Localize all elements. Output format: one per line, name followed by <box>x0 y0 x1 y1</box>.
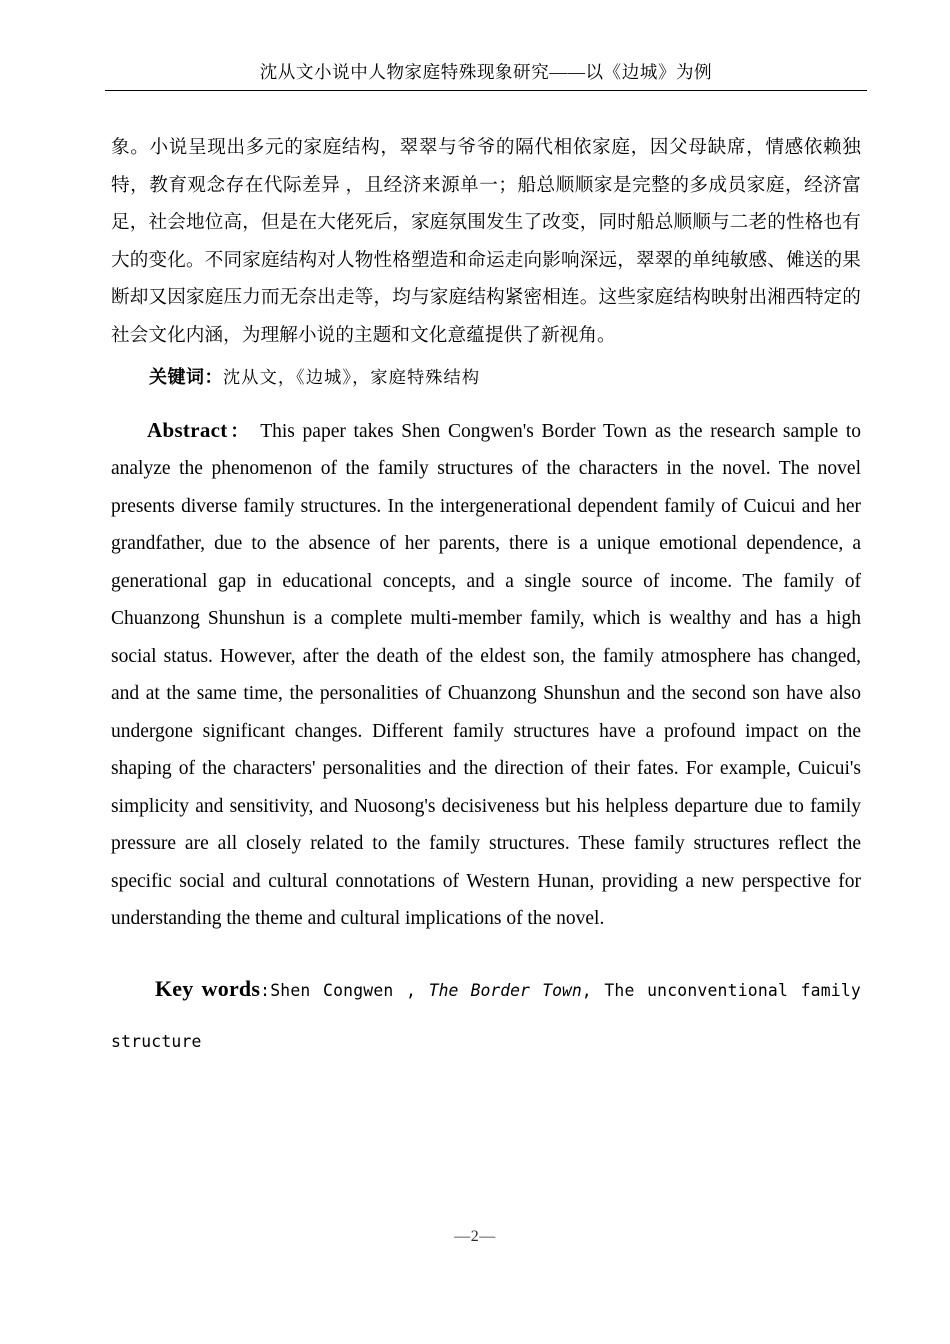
page-content <box>111 129 861 1068</box>
english-keywords-line <box>111 938 861 1068</box>
chinese-keywords-value: 沈从文，《边城》，家庭特殊结构 <box>223 368 481 388</box>
chinese-keywords-line <box>111 354 861 398</box>
english-abstract-paragraph <box>111 398 861 938</box>
english-keywords-label: Key words <box>155 975 261 1001</box>
english-keywords-part2: , The unconventional family structure <box>111 980 861 1051</box>
page-header <box>105 62 867 91</box>
english-abstract-body: This paper takes Shen Congwen's Border Town as the research sample to analyze the phenomenon of the family structures of the characters in the novel. The novel presents diverse family structures. In the intergenerational dependent family of Cuicui and her grandfather, due to the absence of her parents, there is a unique emotional dependence, a generational gap in educational concepts, and a single source of income. The family of Chuanzong Shunshun is a complete multi-member family, which is wealthy and has a high social status. However, after the death of the eldest son, the family atmosphere has changed, and at the same time, the personalities of Chuanzong Shunshun and the second son have also undergone significant changes. Different family structures have a profound impact on the shaping of the characters' personalities and the direction of their fates. For example, Cuicui's simplicity and sensitivity, and Nuosong's decisiveness but his helpless departure due to family pressure are all closely related to the family structures. These family structures reflect the specific social and cultural connotations of Western Hunan, providing a new perspective for understanding the theme and cultural implications of the novel. <box>111 420 862 929</box>
page-footer-number: —2— <box>454 1228 496 1245</box>
running-header-title: 沈从文小说中人物家庭特殊现象研究——以《边城》为例 <box>259 62 713 82</box>
english-keywords-book-title: The Border Town <box>428 980 582 1000</box>
english-abstract-colon: ： <box>227 420 252 441</box>
chinese-keywords-label: 关键词： <box>149 367 223 388</box>
header-divider-rule <box>105 90 867 91</box>
english-abstract-label: Abstract <box>147 417 228 442</box>
chinese-abstract-paragraph: 象。小说呈现出多元的家庭结构，翠翠与爷爷的隔代相依家庭，因父母缺席，情感依赖独特，教育观念存在代际差异 ，且经济来源单一；船总顺顺家是完整的多成员家庭，经济富足，社会地位高，但是在大佬死后，家庭氛围发生了改变，同时船总顺顺与二老的性格也有大的变化。不同家庭结构对人物性格塑造和命运走向影响深远，翠翠的单纯敏感、傩送的果断却又因家庭压力而无奈出走等，均与家庭结构紧密相连。这些家庭结构映射出湘西特定的社会文化内涵，为理解小说的主题和文化意蕴提供了新视角。 <box>111 137 861 346</box>
english-keywords-part1: Shen Congwen , <box>270 980 417 1000</box>
english-keywords-colon: : <box>260 980 271 1000</box>
